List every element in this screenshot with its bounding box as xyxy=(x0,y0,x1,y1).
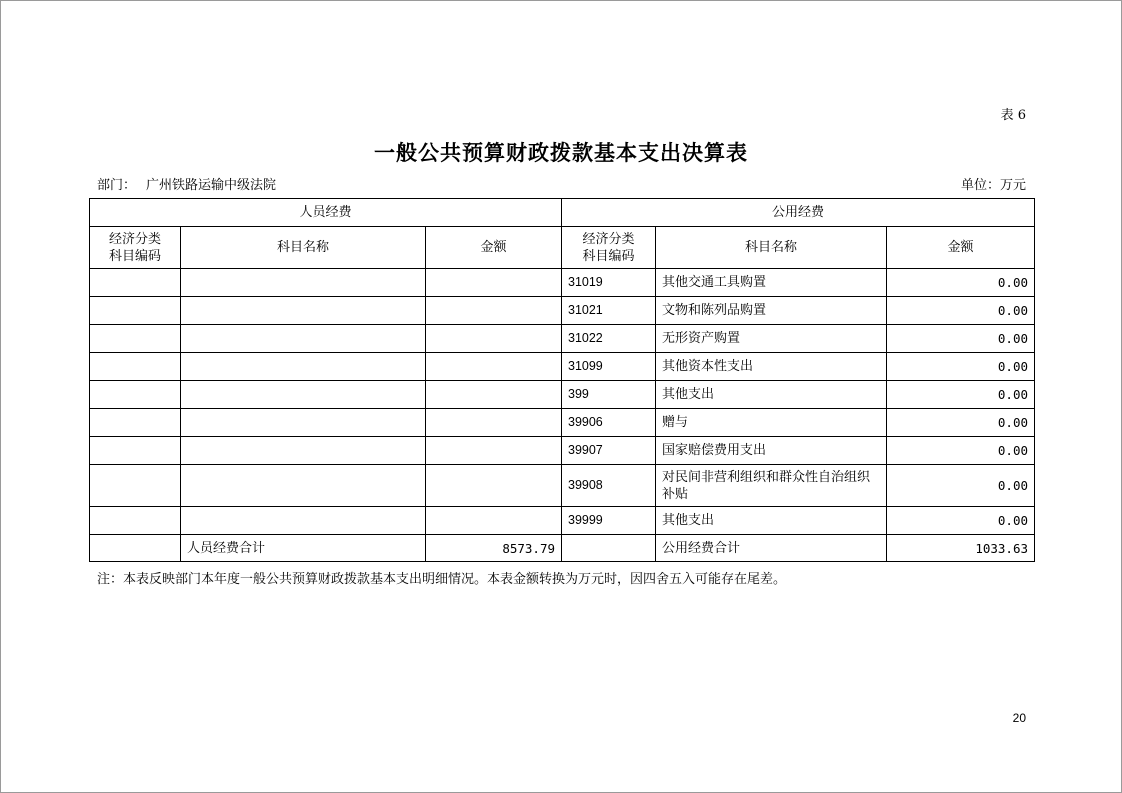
personnel-name-cell xyxy=(181,437,426,465)
department-label: 部门： xyxy=(97,178,137,193)
personnel-amount-cell xyxy=(426,269,562,297)
public-code-cell: 39906 xyxy=(562,409,656,437)
personnel-name-header: 科目名称 xyxy=(181,227,426,269)
personnel-amount-cell xyxy=(426,409,562,437)
public-expense-header: 公用经费 xyxy=(562,199,1035,227)
table-column-header-row xyxy=(90,227,1035,269)
public-code-cell: 31021 xyxy=(562,297,656,325)
page-number: 20 xyxy=(1012,711,1026,725)
table-row xyxy=(90,437,1035,465)
public-name-cell: 其他支出 xyxy=(656,507,887,535)
personnel-name-cell xyxy=(181,325,426,353)
public-code-cell: 399 xyxy=(562,381,656,409)
personnel-amount-cell xyxy=(426,381,562,409)
department-line xyxy=(97,174,276,193)
personnel-amount-cell xyxy=(426,353,562,381)
public-name-cell: 赠与 xyxy=(656,409,887,437)
public-amount-cell: 0.00 xyxy=(887,325,1035,353)
public-code-cell: 31019 xyxy=(562,269,656,297)
table-row xyxy=(90,269,1035,297)
table-row xyxy=(90,325,1035,353)
public-name-cell: 文物和陈列品购置 xyxy=(656,297,887,325)
public-name-cell: 国家赔偿费用支出 xyxy=(656,437,887,465)
public-amount-cell: 0.00 xyxy=(887,269,1035,297)
public-amount-cell: 0.00 xyxy=(887,353,1035,381)
page-title: 一般公共预算财政拨款基本支出决算表 xyxy=(374,141,748,165)
personnel-amount-header: 金额 xyxy=(426,227,562,269)
personnel-code-cell xyxy=(90,269,181,297)
personnel-name-cell xyxy=(181,269,426,297)
table-row xyxy=(90,353,1035,381)
table-row xyxy=(90,381,1035,409)
personnel-code-cell xyxy=(90,353,181,381)
public-name-header: 科目名称 xyxy=(656,227,887,269)
unit-label: 单位：万元 xyxy=(960,178,1026,193)
personnel-name-cell xyxy=(181,353,426,381)
personnel-total-code-cell xyxy=(90,535,181,562)
public-name-cell: 其他交通工具购置 xyxy=(656,269,887,297)
public-code-cell: 31099 xyxy=(562,353,656,381)
public-amount-cell: 0.00 xyxy=(887,507,1035,535)
public-amount-cell: 0.00 xyxy=(887,381,1035,409)
personnel-amount-cell xyxy=(426,437,562,465)
personnel-name-cell xyxy=(181,409,426,437)
table-group-header-row xyxy=(90,199,1035,227)
personnel-name-cell xyxy=(181,297,426,325)
personnel-code-cell xyxy=(90,507,181,535)
public-name-cell: 其他支出 xyxy=(656,381,887,409)
personnel-amount-cell xyxy=(426,325,562,353)
table-row xyxy=(90,409,1035,437)
public-total-amount: 1033.63 xyxy=(887,535,1035,562)
personnel-code-cell xyxy=(90,325,181,353)
public-amount-cell: 0.00 xyxy=(887,437,1035,465)
public-total-label: 公用经费合计 xyxy=(656,535,887,562)
public-code-cell: 39907 xyxy=(562,437,656,465)
personnel-amount-cell xyxy=(426,507,562,535)
public-name-cell: 其他资本性支出 xyxy=(656,353,887,381)
personnel-code-header: 经济分类 科目编码 xyxy=(90,227,181,269)
personnel-code-cell xyxy=(90,297,181,325)
table-row xyxy=(90,507,1035,535)
personnel-code-cell xyxy=(90,465,181,507)
personnel-amount-cell xyxy=(426,297,562,325)
public-amount-cell: 0.00 xyxy=(887,465,1035,507)
public-amount-cell: 0.00 xyxy=(887,297,1035,325)
table-row xyxy=(90,297,1035,325)
table-note: 注：本表反映部门本年度一般公共预算财政拨款基本支出明细情况。本表金额转换为万元时，因四舍五入可能存在尾差。 xyxy=(97,572,787,587)
public-name-cell: 无形资产购置 xyxy=(656,325,887,353)
personnel-amount-cell xyxy=(426,465,562,507)
public-code-cell: 31022 xyxy=(562,325,656,353)
public-amount-header: 金额 xyxy=(887,227,1035,269)
public-code-cell: 39999 xyxy=(562,507,656,535)
personnel-code-cell xyxy=(90,437,181,465)
personnel-code-cell xyxy=(90,409,181,437)
personnel-total-amount: 8573.79 xyxy=(426,535,562,562)
public-amount-cell: 0.00 xyxy=(887,409,1035,437)
personnel-total-label: 人员经费合计 xyxy=(181,535,426,562)
public-code-header: 经济分类 科目编码 xyxy=(562,227,656,269)
personnel-name-cell xyxy=(181,381,426,409)
public-total-code-cell xyxy=(562,535,656,562)
total-row xyxy=(90,535,1035,562)
department-name: 广州铁路运输中级法院 xyxy=(146,178,277,193)
public-code-cell: 39908 xyxy=(562,465,656,507)
personnel-name-cell xyxy=(181,465,426,507)
table-number: 表 6 xyxy=(1000,108,1026,123)
personnel-expense-header: 人员经费 xyxy=(90,199,562,227)
budget-table xyxy=(89,198,1035,562)
personnel-name-cell xyxy=(181,507,426,535)
table-row xyxy=(90,465,1035,507)
personnel-code-cell xyxy=(90,381,181,409)
public-name-cell: 对民间非营利组织和群众性自治组织补贴 xyxy=(656,465,887,507)
